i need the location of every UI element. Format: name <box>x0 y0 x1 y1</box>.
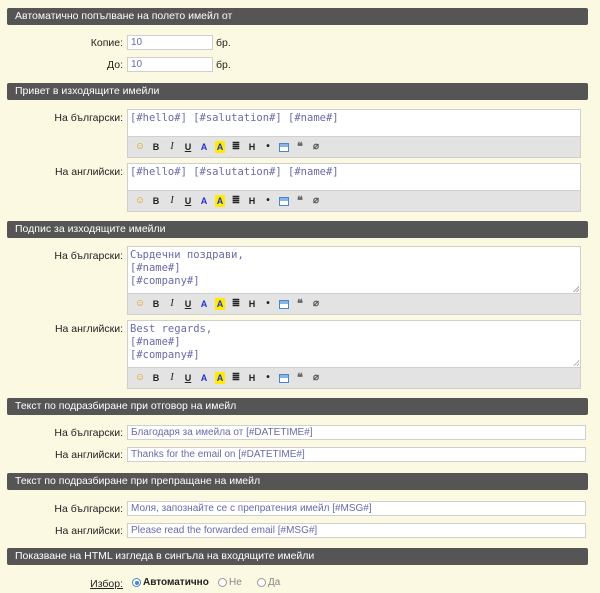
reply-bg-input[interactable]: Благодаря за имейла от [#DATETIME#] <box>127 425 586 440</box>
highlight-button[interactable]: A <box>216 196 224 206</box>
bullet-list-icon[interactable]: • <box>266 298 270 309</box>
underline-button[interactable]: U <box>184 142 192 152</box>
heading-button[interactable]: H <box>248 142 256 152</box>
greeting-bg-textarea[interactable]: [#hello#] [#salutation#] [#name#] <box>130 112 339 124</box>
quote-icon[interactable]: ❝ <box>297 141 303 153</box>
forward-en-label: На английски: <box>54 525 123 537</box>
to-label: До: <box>107 59 123 71</box>
heading-button[interactable]: H <box>248 299 256 309</box>
reply-en-input[interactable]: Thanks for the email on [#DATETIME#] <box>127 447 586 462</box>
forward-en-input[interactable]: Please read the forwarded email [#MSG#] <box>127 523 586 538</box>
bold-button[interactable]: B <box>152 142 160 152</box>
to-unit: бр. <box>216 59 231 71</box>
resize-grip[interactable] <box>573 286 579 292</box>
highlight-button[interactable]: A <box>216 142 224 152</box>
table-icon[interactable] <box>279 197 289 206</box>
radio-yes-label: Да <box>268 577 281 588</box>
quote-icon[interactable]: ❝ <box>297 372 303 384</box>
underline-button[interactable]: U <box>184 196 192 206</box>
heading-button[interactable]: H <box>248 196 256 206</box>
quote-icon[interactable]: ❝ <box>297 298 303 310</box>
greeting-en-textarea[interactable]: [#hello#] [#salutation#] [#name#] <box>130 166 339 178</box>
radio-no-button[interactable] <box>218 578 227 587</box>
signature-bg-label: На български: <box>54 250 123 262</box>
signature-en-editor <box>127 320 581 389</box>
bold-button[interactable]: B <box>152 373 160 383</box>
signature-bg-editor <box>127 246 581 315</box>
section-reply-header: Текст по подразбиране при отговор на имейл <box>7 398 588 415</box>
text-color-button[interactable]: A <box>200 299 208 309</box>
greeting-en-label: На английски: <box>54 166 123 178</box>
heading-button[interactable]: H <box>248 373 256 383</box>
smiley-icon[interactable]: ☺ <box>134 195 146 206</box>
radio-auto[interactable] <box>132 577 209 588</box>
smiley-icon[interactable]: ☺ <box>134 141 146 152</box>
table-icon[interactable] <box>279 143 289 152</box>
highlight-button[interactable]: A <box>216 373 224 383</box>
editor-toolbar <box>128 293 580 314</box>
text-color-button[interactable]: A <box>200 373 208 383</box>
reply-en-label: На английски: <box>54 449 123 461</box>
highlight-button[interactable]: A <box>216 299 224 309</box>
underline-button[interactable]: U <box>184 299 192 309</box>
choice-label: Избор: <box>90 578 123 590</box>
section-greeting-header: Привет в изходящите имейли <box>7 83 588 100</box>
attach-icon[interactable]: ⌀ <box>312 298 320 309</box>
editor-toolbar <box>128 190 580 211</box>
table-icon[interactable] <box>279 374 289 383</box>
editor-toolbar <box>128 136 580 157</box>
copies-unit: бр. <box>216 37 231 49</box>
attach-icon[interactable]: ⌀ <box>312 195 320 206</box>
bullet-list-icon[interactable]: • <box>266 195 270 206</box>
align-icon[interactable]: ≣ <box>231 141 241 152</box>
underline-button[interactable]: U <box>184 373 192 383</box>
forward-bg-label: На български: <box>54 503 123 515</box>
greeting-bg-label: На български: <box>54 112 123 124</box>
attach-icon[interactable]: ⌀ <box>312 372 320 383</box>
bullet-list-icon[interactable]: • <box>266 372 270 383</box>
text-color-button[interactable]: A <box>200 196 208 206</box>
editor-toolbar <box>128 367 580 388</box>
radio-yes[interactable] <box>257 577 280 588</box>
radio-no[interactable] <box>218 577 242 588</box>
bold-button[interactable]: B <box>152 196 160 206</box>
quote-icon[interactable]: ❝ <box>297 195 303 207</box>
greeting-bg-editor <box>127 109 581 158</box>
attach-icon[interactable]: ⌀ <box>312 141 320 152</box>
table-icon[interactable] <box>279 300 289 309</box>
resize-grip[interactable] <box>573 360 579 366</box>
reply-bg-label: На български: <box>54 427 123 439</box>
to-input[interactable]: 10 <box>127 57 213 72</box>
italic-button[interactable]: I <box>170 298 174 309</box>
forward-bg-input[interactable]: Моля, запознайте се с препратения имейл [#MSG#] <box>127 501 586 516</box>
align-icon[interactable]: ≣ <box>231 372 241 383</box>
align-icon[interactable]: ≣ <box>231 298 241 309</box>
signature-bg-text: Сърдечни поздрави, [#name#] [#company#] <box>130 249 244 287</box>
section-html-view-header: Показване на HTML изгледа в сингъла на входящите имейли <box>7 548 588 565</box>
radio-no-label: Не <box>229 577 242 588</box>
signature-en-text: Best regards, [#name#] [#company#] <box>130 323 213 361</box>
bold-button[interactable]: B <box>152 299 160 309</box>
smiley-icon[interactable]: ☺ <box>134 298 146 309</box>
section-forward-header: Текст по подразбиране при препращане на имейл <box>7 473 588 490</box>
signature-bg-textarea[interactable] <box>128 247 580 293</box>
signature-en-textarea[interactable] <box>128 321 580 367</box>
smiley-icon[interactable]: ☺ <box>134 372 146 383</box>
italic-button[interactable]: I <box>170 195 174 206</box>
italic-button[interactable]: I <box>170 141 174 152</box>
copies-input[interactable]: 10 <box>127 35 213 50</box>
signature-en-label: На английски: <box>54 323 123 335</box>
radio-yes-button[interactable] <box>257 578 266 587</box>
section-autofill-header: Автоматично попълване на полето имейл от <box>7 8 588 25</box>
greeting-en-editor <box>127 163 581 212</box>
italic-button[interactable]: I <box>170 372 174 383</box>
radio-auto-button[interactable] <box>132 578 141 587</box>
copies-label: Копие: <box>90 37 123 49</box>
radio-auto-label: Автоматично <box>143 577 209 588</box>
bullet-list-icon[interactable]: • <box>266 141 270 152</box>
align-icon[interactable]: ≣ <box>231 195 241 206</box>
text-color-button[interactable]: A <box>200 142 208 152</box>
section-signature-header: Подпис за изходящите имейли <box>7 221 588 238</box>
